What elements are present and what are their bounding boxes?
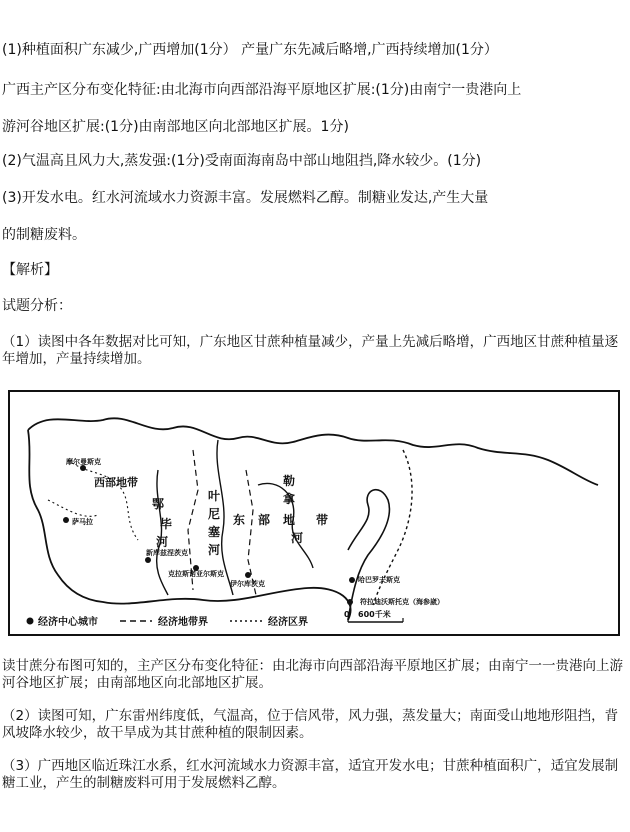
svg-text:勒: 勒 <box>283 474 296 488</box>
answer-line-1: (1)种植面积广东减少,广西增加(1分） 产量广东先减后略增,广西持续增加(1分） <box>2 42 498 58</box>
svg-text:克拉斯诺亚尔斯克: 克拉斯诺亚尔斯克 <box>168 570 224 578</box>
answer-line-2: 广西主产区分布变化特征:由北海市向西部沿海平原地区扩展:(1分)由南宁一贵港向上 <box>2 82 522 98</box>
svg-text:塞: 塞 <box>208 525 221 539</box>
label-west-belt: 西部地带 <box>94 476 138 489</box>
svg-text:带: 带 <box>316 513 329 527</box>
svg-text:叶: 叶 <box>208 489 221 503</box>
city-marker <box>63 517 69 523</box>
legend-region-label: 经济区界 <box>268 617 308 628</box>
legend-city-label: 经济中心城市 <box>38 617 98 628</box>
answer-line-5: (3)开发水电。红水河流域水力资源丰富。发展燃料乙醇。制糖业发达,产生大量 <box>2 190 489 206</box>
scale-value: 600千米 <box>358 610 391 619</box>
city-marker <box>349 577 355 583</box>
analysis-intro: 试题分析： <box>2 298 72 314</box>
svg-text:伊尔库茨克: 伊尔库茨克 <box>230 580 265 588</box>
legend-city-symbol <box>27 618 34 625</box>
svg-text:东: 东 <box>233 513 246 527</box>
city-marker <box>145 557 151 563</box>
answer-line-3: 游河谷地区扩展:(1分)由南部地区向北部地区扩展。1分) <box>2 119 349 135</box>
svg-text:河: 河 <box>291 531 304 545</box>
svg-text:萨马拉: 萨马拉 <box>72 518 93 526</box>
scale-zero: 0 <box>344 610 350 619</box>
answer-line-6: 的制糖废料。 <box>2 227 86 243</box>
analysis-paragraph-3: （2）读图可知，广东雷州纬度低，气温高，位于信风带，风力强，蒸发量大；南面受山地地形阻挡，背风坡降水较少，故干旱成为其甘蔗种植的限制因素。 <box>2 708 619 741</box>
answer-line-4: (2)气温高且风力大,蒸发强:(1分)受南面海南岛中部山地阻挡,降水较少。(1分) <box>2 153 482 169</box>
svg-text:地: 地 <box>283 513 296 527</box>
city-marker <box>245 572 251 578</box>
map-frame <box>9 391 619 635</box>
svg-text:部: 部 <box>258 513 271 527</box>
analysis-heading: 【解析】 <box>2 262 58 278</box>
analysis-paragraph-4: （3）广西地区临近珠江水系，红水河流域水力资源丰富，适宜开发水电；甘蔗种植面积广，适宜发展制糖工业，产生的制糖废料可用于发展燃料乙醇。 <box>2 758 619 791</box>
svg-text:鄂: 鄂 <box>152 497 165 511</box>
svg-text:新库兹涅茨克: 新库兹涅茨克 <box>146 549 188 557</box>
svg-text:尼: 尼 <box>208 507 221 521</box>
legend-belt-label: 经济地带界 <box>158 617 208 628</box>
analysis-paragraph-1: （1）读图中各年数据对比可知，广东地区甘蔗种植量减少，产量上先减后略增，广西地区甘蔗种植量逐年增加，产量持续增加。 <box>2 334 619 367</box>
svg-text:毕: 毕 <box>160 517 173 531</box>
svg-text:拿: 拿 <box>283 492 296 506</box>
svg-text:符拉迪沃斯托克（海参崴）: 符拉迪沃斯托克（海参崴） <box>360 598 444 606</box>
svg-text:河: 河 <box>156 535 169 549</box>
svg-text:哈巴罗夫斯克: 哈巴罗夫斯克 <box>358 576 400 584</box>
city-marker <box>347 599 353 605</box>
russia-economic-zones-map <box>8 390 620 636</box>
svg-text:河: 河 <box>208 543 221 557</box>
svg-text:摩尔曼斯克: 摩尔曼斯克 <box>66 458 101 466</box>
analysis-paragraph-2: 读甘蔗分布图可知的，主产区分布变化特征：由北海市向西部沿海平原地区扩展；由南宁一一贵港向上游河谷地区扩展；由南部地区向北部地区扩展。 <box>2 658 623 691</box>
